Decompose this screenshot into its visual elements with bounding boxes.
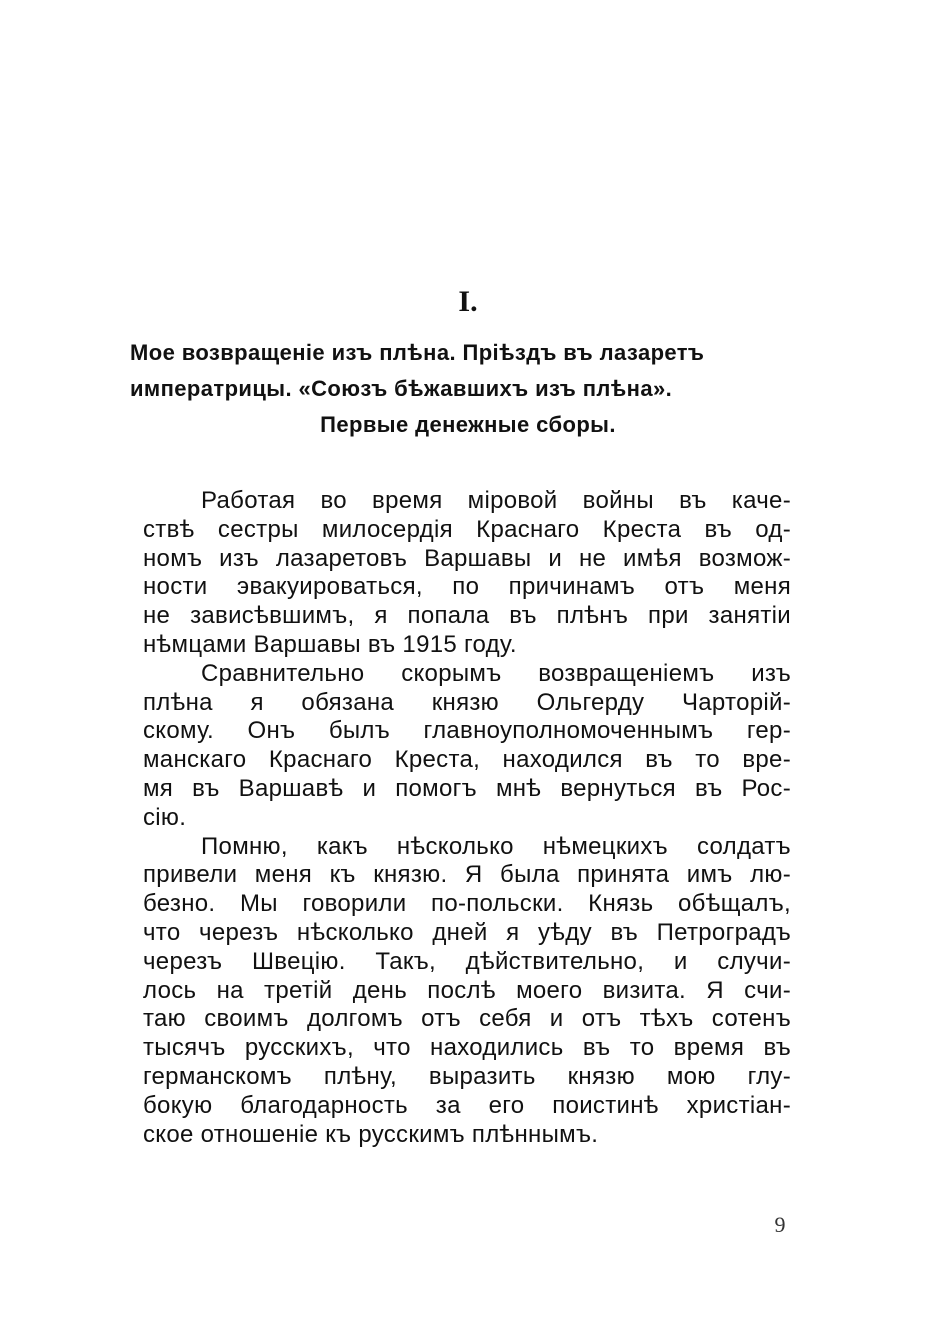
chapter-number: I.: [458, 285, 478, 318]
text-line: лось на третій день послѣ моего визита. Я счи-: [143, 976, 791, 1004]
text-line: безно. Мы говорили по-польски. Князь обѣщалъ,: [143, 890, 791, 918]
text-line: черезъ Швецію. Такъ, дѣйствительно, и случи-: [143, 947, 791, 975]
text-line: номъ изъ лазаретовъ Варшавы и не имѣя возмож-: [143, 544, 791, 572]
text-line: тысячъ русскихъ, что находились въ то время въ: [143, 1034, 791, 1062]
text-line: привели меня къ князю. Я была принята имъ лю-: [143, 861, 791, 889]
text-line: ское отношеніе къ русскимъ плѣннымъ.: [143, 1120, 599, 1148]
chapter-title-line: императрицы. «Союзъ бѣжавшихъ изъ плѣна».: [130, 376, 673, 401]
text-line: сію.: [143, 803, 187, 831]
text-line: ности эвакуироваться, по причинамъ отъ меня: [143, 573, 791, 601]
page-number: 9: [774, 1212, 786, 1237]
text-line: таю своимъ долгомъ отъ себя и отъ тѣхъ сотенъ: [143, 1005, 791, 1033]
text-line: германскомъ плѣну, выразить князю мою глу-: [143, 1062, 791, 1090]
text-line: не зависѣвшимъ, я попала въ плѣнъ при занятіи: [143, 602, 791, 630]
text-line: нѣмцами Варшавы въ 1915 году.: [143, 630, 517, 658]
text-line: бокую благодарность за его поистинѣ христіан-: [143, 1091, 791, 1119]
text-line: скому. Онъ былъ главноуполномоченнымъ гер-: [143, 717, 791, 745]
chapter-title: [130, 335, 806, 443]
chapter-title-line: Мое возвращеніе изъ плѣна. Пріѣздъ въ лазаретъ: [130, 340, 705, 365]
text-line: плѣна я обязана князю Ольгерду Чарторій-: [143, 688, 791, 716]
text-line: ствѣ сестры милосердія Краснаго Креста въ од-: [143, 515, 791, 543]
body-text: [143, 487, 791, 1149]
text-line: Работая во время міровой войны въ каче-: [201, 487, 791, 514]
text-line: манскаго Краснаго Креста, находился въ то вре-: [143, 746, 791, 774]
text-line: мя въ Варшавѣ и помогъ мнѣ вернуться въ Рос-: [143, 774, 791, 802]
chapter-title-line: Первые денежные сборы.: [320, 412, 616, 437]
text-line: что черезъ нѣсколько дней я уѣду въ Петроградъ: [143, 918, 791, 946]
text-line: Сравнительно скорымъ возвращеніемъ изъ: [201, 659, 791, 687]
text-line: Помню, какъ нѣсколько нѣмецкихъ солдатъ: [201, 832, 791, 860]
